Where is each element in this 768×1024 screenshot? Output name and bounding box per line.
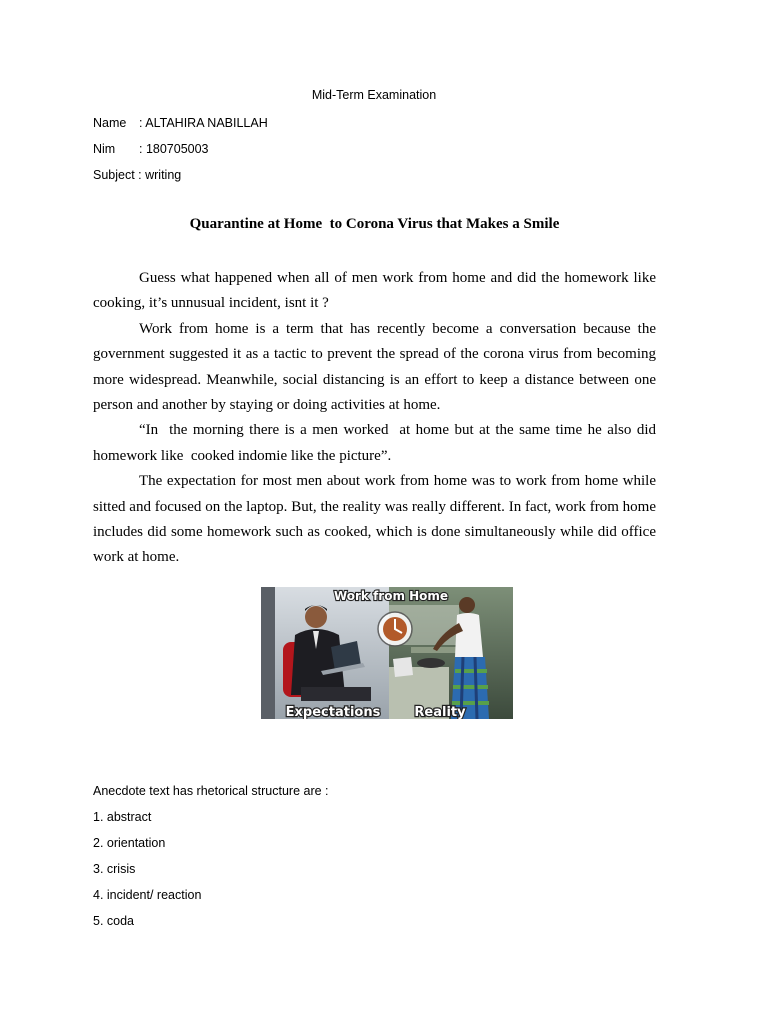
essay-body xyxy=(93,266,660,571)
list-item: 2. orientation xyxy=(93,836,166,850)
essay-paragraph: Guess what happened when all of men work from home and did the homework like cooking, it’s unnusual incident, isnt it ? xyxy=(93,270,660,312)
exam-title: Mid-Term Examination xyxy=(311,88,437,102)
subject-label: Subject xyxy=(93,168,135,182)
subject-value: : writing xyxy=(134,168,182,182)
cooking-pan xyxy=(417,658,445,668)
vest xyxy=(455,613,483,657)
name-label: Name xyxy=(93,116,127,130)
essay-paragraph: Work from home is a term that has recently become a conversation because the government suggested it as a tactic to prevent the spread of the corona virus from becoming more widespread. Meanwhile, social distancing is an effort to keep a distance between one person and another by staying or doing activities at home. xyxy=(93,320,660,414)
rhetorical-structure-list xyxy=(93,782,329,938)
expectations-caption: Expectations xyxy=(285,705,381,719)
essay-title: Quarantine at Home to Corona Virus that Makes a Smile xyxy=(189,216,560,232)
name-value: : ALTAHIRA NABILLAH xyxy=(139,116,268,130)
meme-illustration xyxy=(261,587,513,719)
list-item: 3. crisis xyxy=(93,862,136,876)
info-subject-row xyxy=(93,166,181,184)
man-head xyxy=(305,606,327,628)
list-intro: Anecdote text has rhetorical structure are : xyxy=(93,784,329,798)
info-name-row xyxy=(93,114,268,132)
list-item: 5. coda xyxy=(93,914,135,928)
work-from-home-meme-image xyxy=(261,587,513,719)
essay-paragraph: The expectation for most men about work from home was to work from home while sitted and focused on the laptop. But, the reality was really different. In fact, work from home includes did some homework such as cooked, which is done simultaneously while did office work at home. xyxy=(93,473,660,566)
meme-banner-text: Work from Home xyxy=(333,589,449,603)
essay-paragraph: “In the morning there is a men worked at home but at the same time he also did homework like cooked indomie like the picture”. xyxy=(93,422,660,464)
reality-caption: Reality xyxy=(414,705,466,719)
list-item: 1. abstract xyxy=(93,810,152,824)
cook-head xyxy=(459,597,475,613)
nim-label: Nim xyxy=(93,142,116,156)
nim-value: : 180705003 xyxy=(139,142,209,156)
info-nim-row xyxy=(93,140,209,158)
laptop-reality xyxy=(393,657,413,677)
list-item: 4. incident/ reaction xyxy=(93,888,202,902)
